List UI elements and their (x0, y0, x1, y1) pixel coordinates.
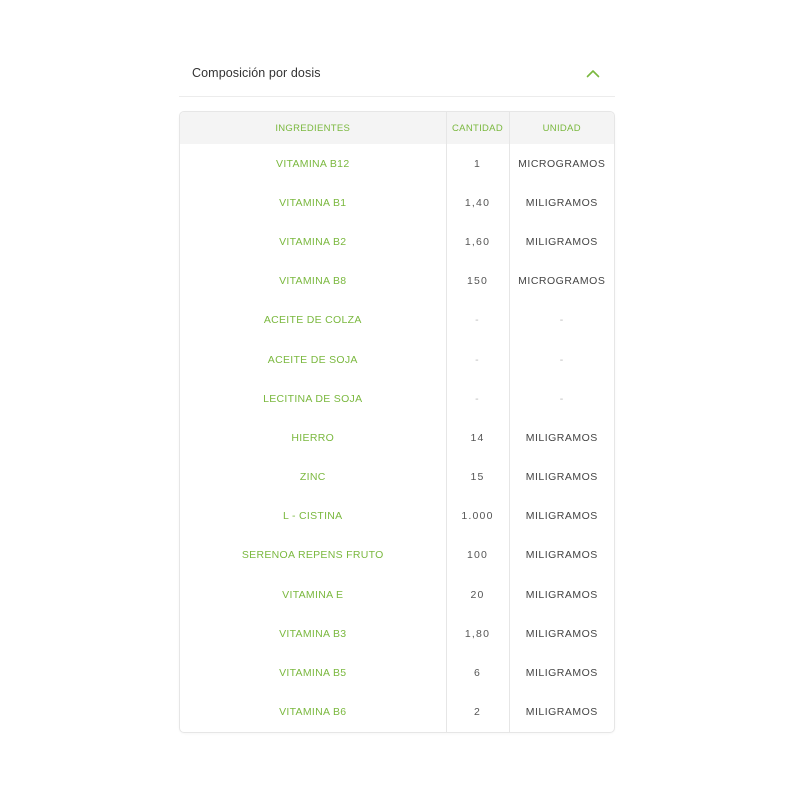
table-row (180, 653, 614, 692)
header-ingredients: INGREDIENTES (180, 112, 446, 144)
table-row (180, 458, 614, 497)
quantity-cell: 1,80 (446, 614, 509, 653)
ingredient-cell: SERENOA REPENS FRUTO (180, 536, 446, 575)
table-row (180, 693, 614, 732)
table-row (180, 536, 614, 575)
accordion-title: Composición por dosis (192, 66, 321, 80)
table-row (180, 418, 614, 457)
header-unit: UNIDAD (542, 122, 581, 134)
quantity-cell: 150 (446, 262, 509, 301)
quantity-cell: 2 (446, 693, 509, 732)
quantity-cell: 6 (446, 653, 509, 692)
quantity-cell: 1,60 (446, 222, 509, 261)
ingredient-cell: VITAMINA B6 (180, 693, 446, 732)
unit-cell: MILIGRAMOS (525, 667, 598, 680)
unit-cell: MICROGRAMOS (518, 275, 606, 288)
table-row (180, 183, 614, 222)
unit-cell: MILIGRAMOS (525, 588, 598, 601)
unit-cell: MILIGRAMOS (525, 706, 598, 719)
unit-cell: MILIGRAMOS (525, 196, 598, 209)
ingredient-cell: ACEITE DE SOJA (180, 340, 446, 379)
quantity-cell: 1,40 (446, 183, 509, 222)
ingredient-cell: ZINC (180, 458, 446, 497)
unit-cell: MILIGRAMOS (525, 549, 598, 562)
table-row (180, 340, 614, 379)
quantity-cell: 1 (446, 144, 509, 183)
unit-cell: MICROGRAMOS (518, 157, 606, 170)
quantity-cell: - (446, 340, 509, 379)
table-body (180, 144, 614, 732)
unit-cell: MILIGRAMOS (525, 235, 598, 248)
table-row (180, 379, 614, 418)
ingredient-cell: VITAMINA B1 (180, 183, 446, 222)
ingredient-cell: VITAMINA E (180, 575, 446, 614)
ingredient-cell: HIERRO (180, 418, 446, 457)
table-row (180, 144, 614, 183)
ingredient-cell: ACEITE DE COLZA (180, 301, 446, 340)
quantity-cell: - (446, 301, 509, 340)
quantity-cell: 1.000 (446, 497, 509, 536)
unit-cell: - (559, 353, 564, 366)
table-header-row (180, 112, 614, 144)
header-quantity: CANTIDAD (446, 112, 509, 144)
unit-cell: - (559, 392, 564, 405)
quantity-cell: 100 (446, 536, 509, 575)
table-row (180, 222, 614, 261)
quantity-cell: 15 (446, 458, 509, 497)
chevron-up-icon[interactable] (585, 65, 601, 81)
ingredient-cell: VITAMINA B8 (180, 262, 446, 301)
unit-cell: - (559, 314, 564, 327)
ingredient-cell: L - CISTINA (180, 497, 446, 536)
accordion-header[interactable] (179, 50, 615, 97)
ingredient-cell: VITAMINA B3 (180, 614, 446, 653)
quantity-cell: 20 (446, 575, 509, 614)
composition-panel (179, 50, 615, 733)
unit-cell: MILIGRAMOS (525, 431, 598, 444)
table-row (180, 262, 614, 301)
ingredient-cell: VITAMINA B12 (180, 144, 446, 183)
unit-cell: MILIGRAMOS (525, 510, 598, 523)
table-row (180, 497, 614, 536)
quantity-cell: - (446, 379, 509, 418)
table-row (180, 301, 614, 340)
ingredient-cell: VITAMINA B2 (180, 222, 446, 261)
quantity-cell: 14 (446, 418, 509, 457)
table-row (180, 614, 614, 653)
unit-cell: MILIGRAMOS (525, 471, 598, 484)
ingredient-cell: LECITINA DE SOJA (180, 379, 446, 418)
ingredient-cell: VITAMINA B5 (180, 653, 446, 692)
composition-table (179, 111, 615, 733)
table-row (180, 575, 614, 614)
unit-cell: MILIGRAMOS (525, 627, 598, 640)
